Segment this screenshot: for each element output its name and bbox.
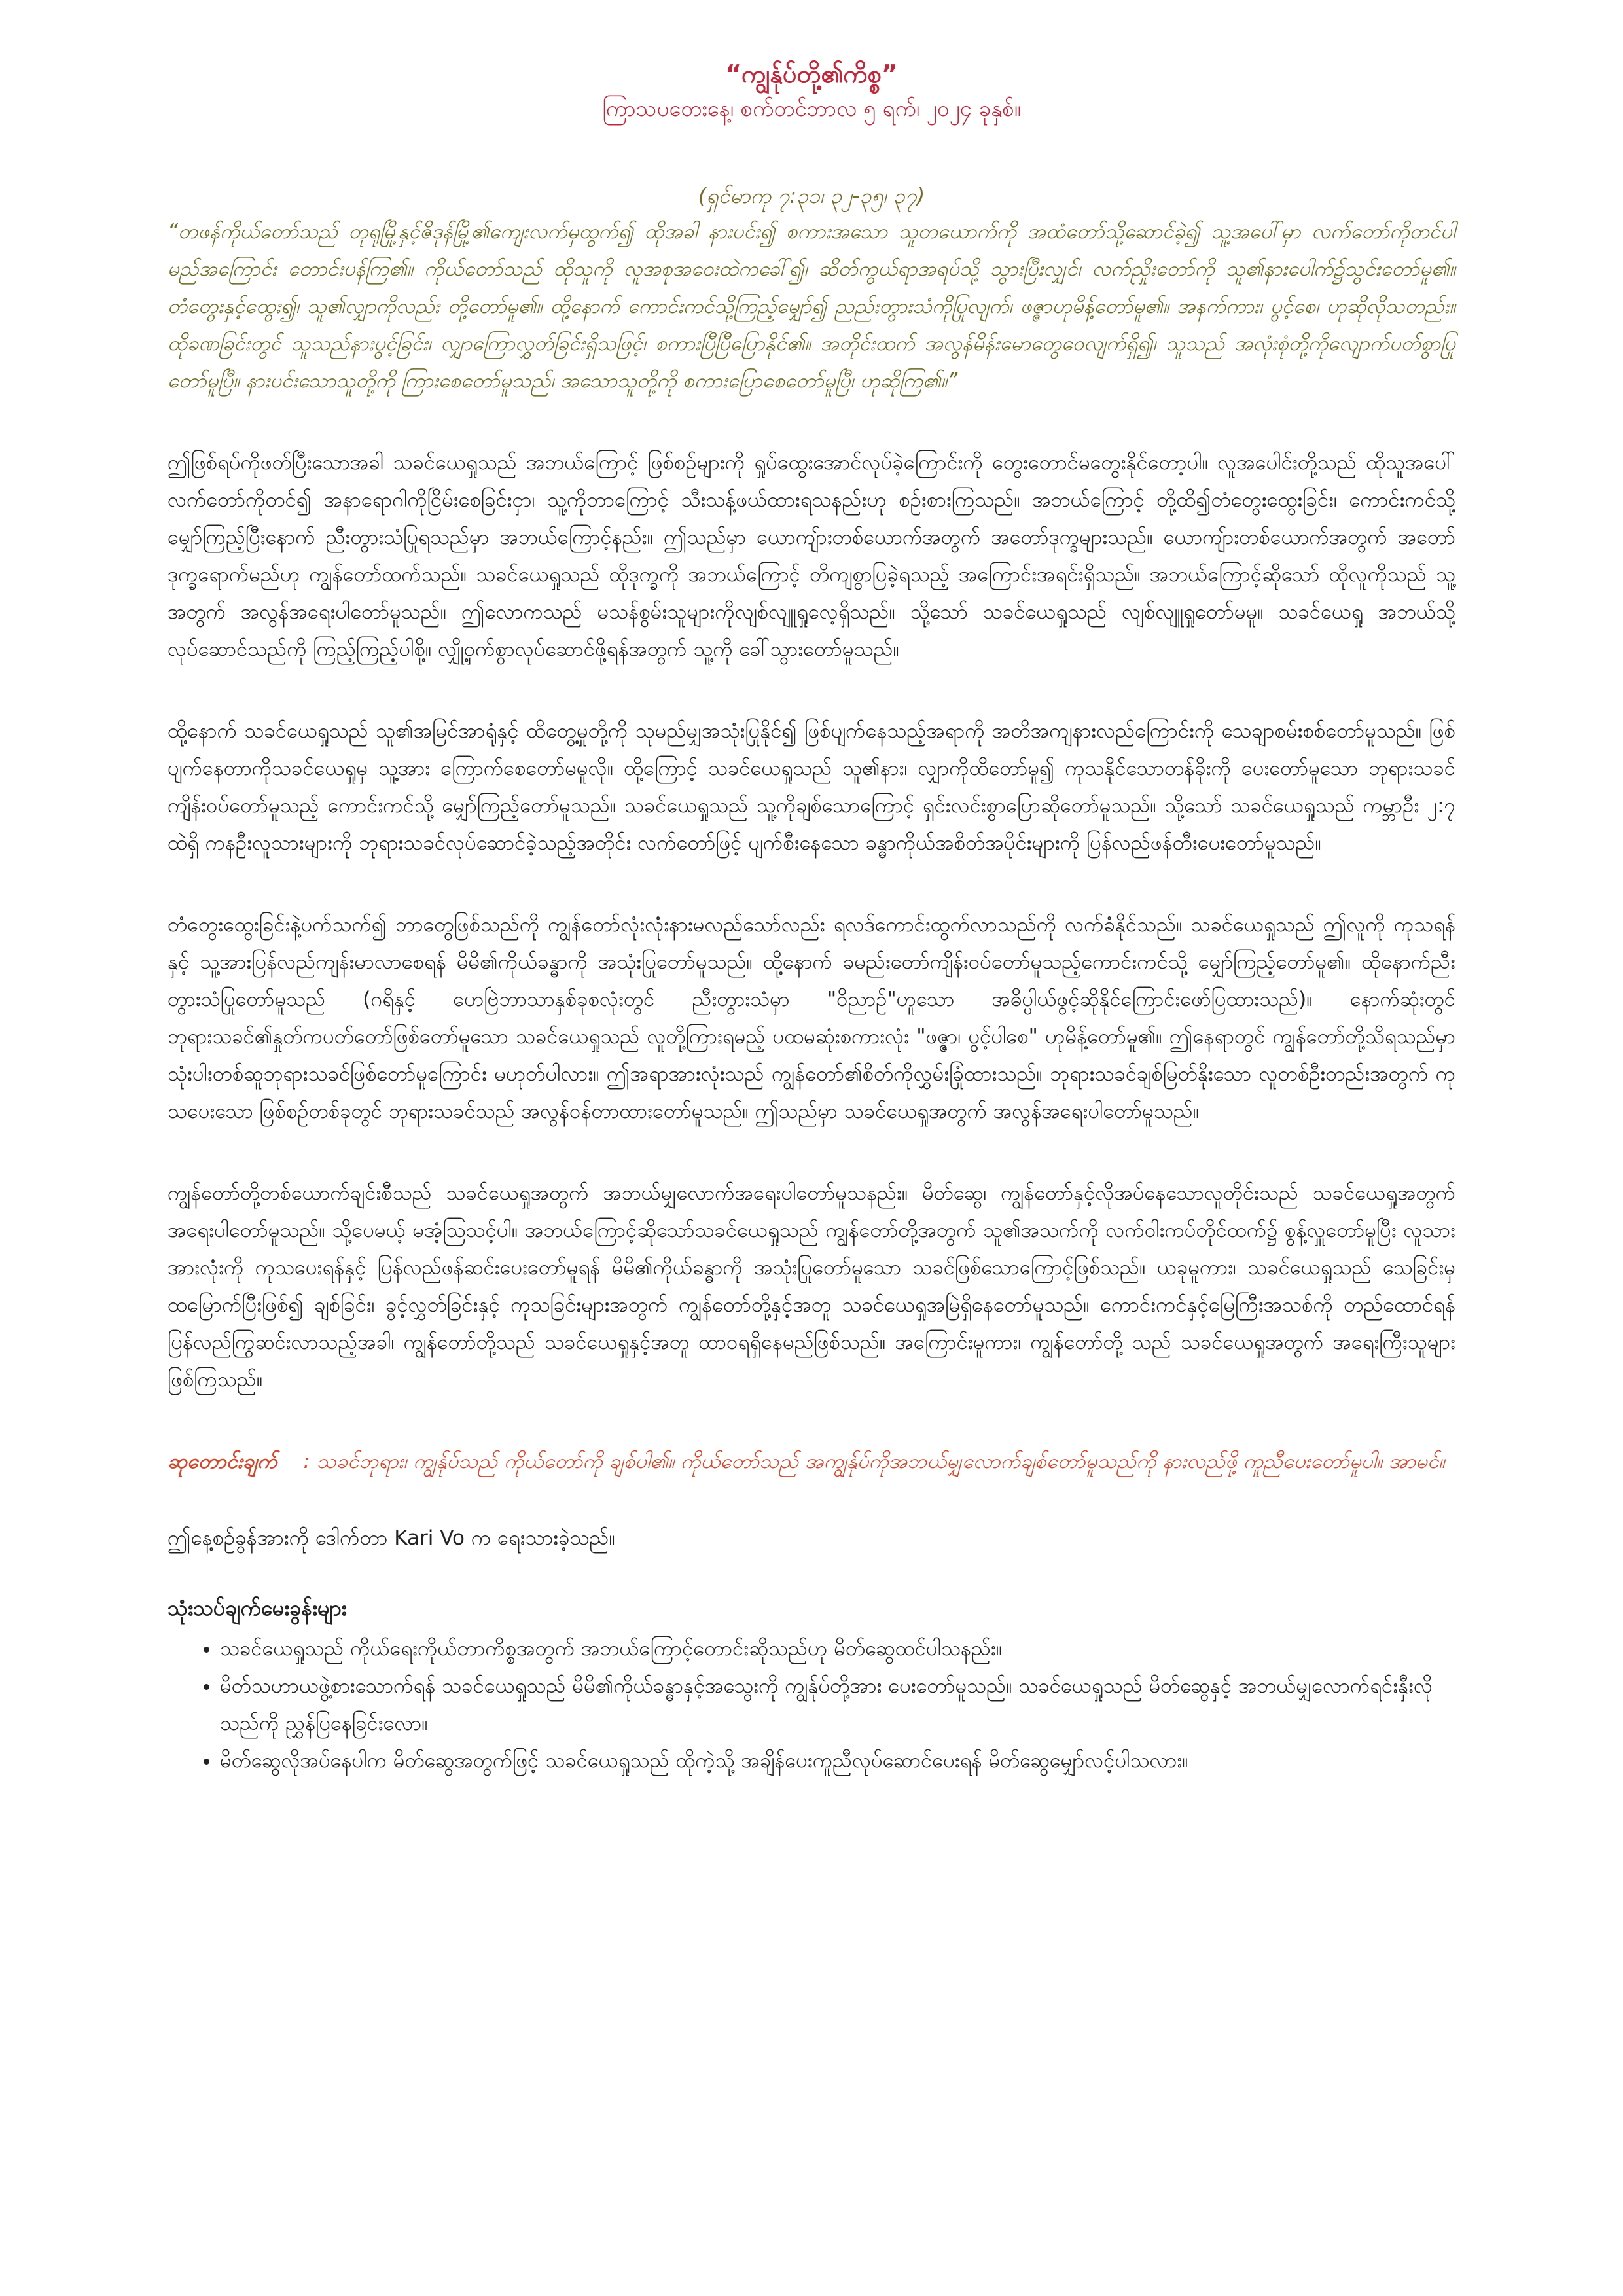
prayer-text: : သခင်ဘုရား၊ ကျွန်ုပ်သည် ကိုယ်တော်ကို ချစ်ပါ၏။ ကိုယ်တော်သည် အကျွန်ုပ်ကိုအဘယ်မျှလောက်ချစ်တော်မူသည်ကို နားလည်ဖို့ ကူညီပေးတော်မူပါ။ အာမင်။ <box>303 1450 1445 1473</box>
page-title: “ကျွန်ုပ်တို့၏ကိစ္စ” <box>725 60 898 88</box>
body-paragraph-3: တံတွေးထွေးခြင်းနဲ့ပက်သက်၍ ဘာတွေဖြစ်သည်ကို ကျွန်တော်လုံးလုံးနားမလည်သော်လည်း ရလဒ်ကောင်းထွက်လာသည်ကို လက်ခံနိုင်သည်။ သခင်ယေရှုသည် ဤလူကို ကုသရန်နှင့် သူ့အားပြန်လည်ကျန်းမာလာစေရန် မိမိ၏ကိုယ်ခန္ဓာကို အသုံးပြုတော်မူသည်။ ထို့နောက် ခမည်းတော်ကျိန်းဝပ်တော်မူသည့်ကောင်းကင်သို့ မျှော်ကြည့်တော်မူ၏။ ထိုနောက်ညီးတွားသံပြုတော်မူသည် (ဂရိနှင့် ဟေဗြဲဘာသာနှစ်ခုစလုံးတွင် ညီးတွားသံမှာ "ဝိညာဉ်"ဟူသော အဓိပ္ပါယ်ဖွင့်ဆိုနိုင်ကြောင်းဖော်ပြထားသည်)။ နောက်ဆုံးတွင် ဘုရားသခင်၏နှုတ်ကပတ်တော်ဖြစ်တော်မူသော သခင်ယေရှုသည် လူတို့ကြားရမည့် ပထမဆုံးစကားလုံး "ဖဇ္ဇာ၊ ပွင့်ပါစေ" ဟုမိန့်တော်မူ၏။ ဤနေရာတွင် ကျွန်တော်တို့သိရသည်မှာ သုံးပါးတစ်ဆူဘုရားသခင်ဖြစ်တော်မူကြောင်း မဟုတ်ပါလား။ ဤအရာအားလုံးသည် ကျွန်တော်၏စိတ်ကိုလွှမ်းခြုံထားသည်။ ဘုရားသခင်ချစ်မြတ်နိုးသော လူတစ်ဦးတည်းအတွက် ကုသပေးသော ဖြစ်စဉ်တစ်ခုတွင် ဘုရားသခင်သည် အလွန်ဝန်တာထားတော်မူသည်။ ဤသည်မှာ သခင်ယေရှုအတွက် အလွန်အရေးပါတော်မူသည်။ <box>168 913 1455 1123</box>
prayer-label: ဆုတောင်းချက် <box>168 1450 277 1473</box>
body-paragraph-4: ကျွန်တော်တို့တစ်ယောက်ချင်းစီသည် သခင်ယေရှုအတွက် အဘယ်မျှလောက်အရေးပါတော်မူသနည်း။ မိတ်ဆွေ၊ ကျွန်တော်နှင့်လိုအပ်နေသောလူတိုင်းသည် သခင်ယေရှုအတွက် အရေးပါတော်မူသည်။ သို့ပေမယ့် မအံ့သြသင့်ပါ။ အဘယ်ကြောင့်ဆိုသော်သခင်ယေရှုသည် ကျွန်တော်တို့အတွက် သူ၏အသက်ကို လက်ဝါးကပ်တိုင်ထက်၌ စွန့်လှူတော်မူပြီး လူသားအားလုံးကို ကုသပေးရန်နှင့် ပြန်လည်ဖန်ဆင်းပေးတော်မူရန် မိမိ၏ကိုယ်ခန္ဓာကို အသုံးပြုတော်မူသော သခင်ဖြစ်သောကြောင့်ဖြစ်သည်။ ယခုမူကား၊ သခင်ယေရှုသည် သေခြင်းမှထမြောက်ပြီးဖြစ်၍ ချစ်ခြင်း၊ ခွင့်လွှတ်ခြင်းနှင့် ကုသခြင်းများအတွက် ကျွန်တော်တို့နှင့်အတူ သခင်ယေရှုအမြဲရှိနေတော်မူသည်။ ကောင်းကင်နှင့်မြေကြီးအသစ်ကို တည်ထောင်ရန် ပြန်လည်ကြွဆင်းလာသည့်အခါ၊ ကျွန်တော်တို့သည် သခင်ယေရှုနှင့်အတူ ထာဝရရှိနေမည်ဖြစ်သည်။ အကြောင်းမူကား၊ ကျွန်တော်တို့ သည် သခင်ယေရှုအတွက် အရေးကြီးသူများဖြစ်ကြသည်။ <box>168 1181 1455 1391</box>
list-item: • မိတ်သဟာယဖွဲ့စားသောက်ရန် သခင်ယေရှုသည် မိမိ၏ကိုယ်ခန္ဓာနှင့်အသွေးကို ကျွန်ုပ်တို့အား ပေးတော်မူသည်။ သခင်ယေရှုသည် မိတ်ဆွေနှင့် အဘယ်မျှလောက်ရင်းနှီးလိုသည်ကို ညွှန်ပြနေခြင်းလော။ <box>220 1668 1455 1742</box>
prayer <box>168 1443 1455 1480</box>
list-item: • သခင်ယေရှုသည် ကိုယ်ရေးကိုယ်တာကိစ္စအတွက် အဘယ်ကြောင့်တောင်းဆိုသည်ဟု မိတ်ဆွေထင်ပါသနည်း။ <box>220 1630 1455 1668</box>
author-note: ဤနေ့စဉ်ခွန်အားကို ဒေါက်တာ Kari Vo က ရေးသားခဲ့သည်။ <box>168 1526 615 1550</box>
page-date: ကြာသပတေးနေ့၊ စက်တင်ဘာလ ၅ ရက်၊ ၂၀၂၄ ခုနှစ်။ <box>602 96 1021 121</box>
scripture-text: “တဖန်ကိုယ်တော်သည် တုရုမြို့နှင့်ဇိဒုန်မြို့၏ကျေးလက်မှထွက်၍ ထိုအခါ နားပင်း၍ စကားအသော သူတယောက်ကို အထံတော်သို့ဆောင်ခဲ့၍ သူ့အပေါ်မှာ လက်တော်ကိုတင်ပါမည်အကြောင်း တောင်းပန်ကြ၏။ ကိုယ်တော်သည် ထိုသူကို လူအစုအဝေးထဲကခေါ်၍၊ ဆိတ်ကွယ်ရာအရပ်သို့ သွားပြီးလျှင်၊ လက်ညှိုးတော်ကို သူ၏နားပေါက်၌သွင်းတော်မူ၏။ တံတွေးနှင့်ထွေး၍၊ သူ၏လျှာကိုလည်း တို့တော်မူ၏။ ထို့နောက် ကောင်းကင်သို့ကြည့်မျှော်၍ ညည်းတွားသံကိုပြုလျက်၊ ဖဇ္ဇာဟုမိန့်တော်မူ၏။ အနက်ကား၊ ပွင့်စေ၊ ဟုဆိုလိုသတည်း။ ထိုခဏခြင်းတွင် သူသည်နားပွင့်ခြင်း၊ လျှာကြောလွှတ်ခြင်းရှိသဖြင့်၊ စကားပြီပြီပြောနိုင်၏။ အတိုင်းထက် အလွန်မိန်းမောတွေဝေလျက်ရှိ၍၊ သူသည် အလုံးစုံတို့ကိုလျောက်ပတ်စွာပြုတော်မူပြီ။ နားပင်းသောသူတို့ကို ကြားစေတော်မူသည်၊ အသောသူတို့ကို စကားပြောစေတော်မူပြီ၊ ဟုဆိုကြ၏။” <box>168 220 1455 393</box>
list-item: • မိတ်ဆွေလိုအပ်နေပါက မိတ်ဆွေအတွက်ဖြင့် သခင်ယေရှုသည် ထိုကဲ့သို့ အချိန်ပေးကူညီလုပ်ဆောင်ပေးရန် မိတ်ဆွေမျှော်လင့်ပါသလား။ <box>220 1742 1455 1780</box>
questions-list <box>168 1630 1455 1780</box>
body-paragraph-1: ဤဖြစ်ရပ်ကိုဖတ်ပြီးသောအခါ သခင်ယေရှုသည် အဘယ်ကြောင့် ဖြစ်စဉ်များကို ရှုပ်ထွေးအောင်လုပ်ခဲ့ကြောင်းကို တွေးတောင်မတွေးနိုင်တော့ပါ။ လူအပေါင်းတို့သည် ထိုသူအပေါ် လက်တော်ကိုတင်၍ အနာရောဂါကိုငြိမ်းစေခြင်းငှာ၊ သူ့ကိုဘာကြောင့် သီးသန့်ဖယ်ထားရသနည်းဟု စဉ်းစားကြသည်။ အဘယ်ကြောင့် တို့ထိ၍တံတွေးထွေးခြင်း၊ ကောင်းကင်သို့မျှော်ကြည့်ပြီးနောက် ညီးတွားသံပြုရသည်မှာ အဘယ်ကြောင့်နည်း။ ဤသည်မှာ ယောကျ်ားတစ်ယောက်အတွက် အတော်ဒုက္ခများသည်။ ယောကျ်ားတစ်ယောက်အတွက် အတော်ဒုက္ခရောက်မည်ဟု ကျွန်တော်ထက်သည်။ သခင်ယေရှုသည် ထိုဒုက္ခကို အဘယ်ကြောင့် တိကျစွာပြခဲ့ရသည့် အကြောင်းအရင်းရှိသည်။ အဘယ်ကြောင့်ဆိုသော် ထိုလူကိုသည် သူ့အတွက် အလွန်အရေးပါတော်မူသည်။ ဤလောကသည် မသန်စွမ်းသူများကိုလျစ်လျူရှုလေ့ရှိသည်။ သို့သော် သခင်ယေရှုသည် လျစ်လျူရှုတော်မမူ။ သခင်ယေရှု အဘယ်သို့ လုပ်ဆောင်သည်ကို ကြည့်ကြည့်ပါစို့။ လျှို့ဝှက်စွာလုပ်ဆောင်ဖို့ရန်အတွက် သူ့ကို ခေါ်သွားတော်မူသည်။ <box>168 451 1455 661</box>
body-paragraph-2: ထို့နောက် သခင်ယေရှုသည် သူ၏အမြင်အာရုံနှင့် ထိတွေ့မှုတို့ကို သုမည်မျှအသုံးပြုနိုင်၍ ဖြစ်ပျက်နေသည့်အရာကို အတိအကျနားလည်ကြောင်းကို သေချာစမ်းစစ်တော်မူသည်။ ဖြစ်ပျက်နေတာကိုသခင်ယေရှုမှ သူ့အား ကြောက်စေတော်မမူလို။ ထို့ကြောင့် သခင်ယေရှုသည် သူ၏နား၊ လျှာကိုထိတော်မူ၍ ကုသနိုင်သောတန်ခိုးကို ပေးတော်မူသော ဘုရားသခင်ကျိန်းဝပ်တော်မူသည့် ကောင်းကင်သို့ မျှော်ကြည့်တော်မူသည်။ သခင်ယေရှုသည် သူ့ကိုချစ်သောကြောင့် ရှင်းလင်းစွာပြောဆိုတော်မူသည်။ သို့သော် သခင်ယေရှုသည် ကမ္ဘာဦး ၂:၇ ထဲရှိ ကနဦးလူသားများကို ဘုရားသခင်လုပ်ဆောင်ခဲ့သည့်အတိုင်း လက်တော်ဖြင့် ပျက်စီးနေသော ခန္ဓာကိုယ်အစိတ်အပိုင်းများကို ပြန်လည်ဖန်တီးပေးတော်မူသည်။ <box>168 719 1455 855</box>
questions-heading: သုံးသပ်ချက်မေးခွန်းများ <box>168 1596 347 1621</box>
scripture-reference: (ရှင်မာကု ၇:၃၁၊ ၃၂-၃၅၊ ၃၇) <box>698 183 925 208</box>
